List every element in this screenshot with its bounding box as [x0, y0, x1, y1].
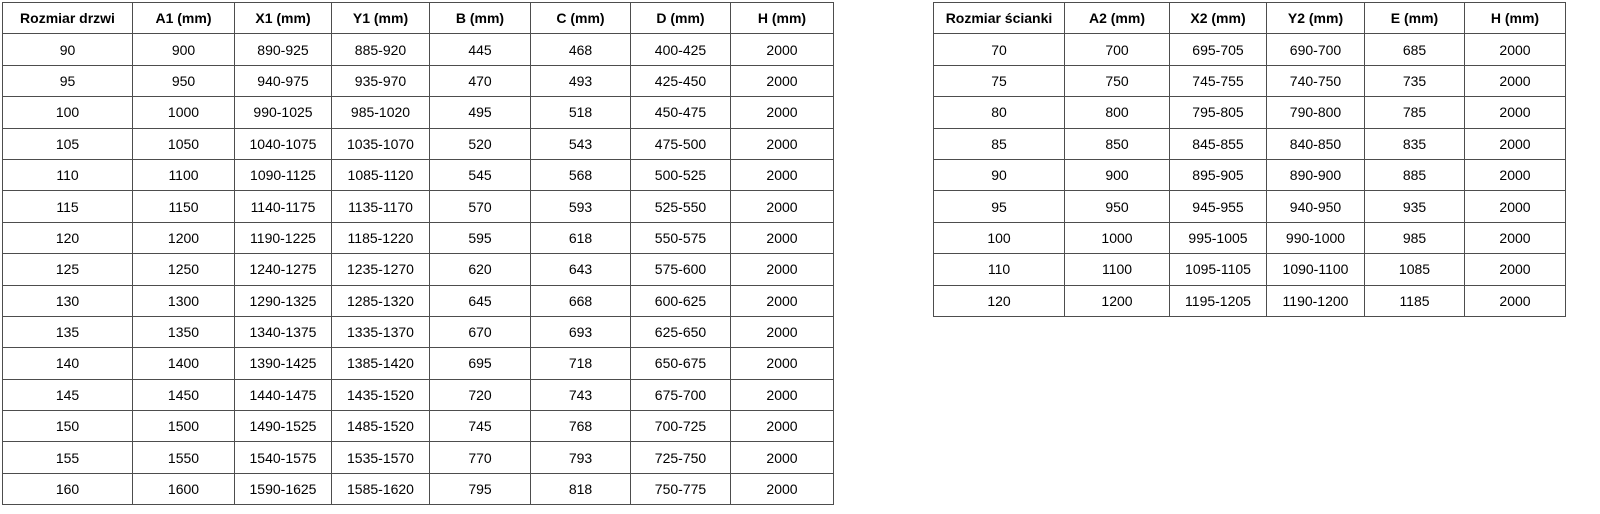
table-cell: 1490-1525	[235, 411, 332, 442]
table-cell: 743	[531, 379, 631, 410]
table-row	[934, 159, 1566, 190]
table-cell: 800	[1065, 97, 1170, 128]
table-cell: 940-950	[1267, 191, 1365, 222]
table-cell: 1200	[133, 222, 235, 253]
table-cell: 2000	[1465, 222, 1566, 253]
column-header: Rozmiar drzwi	[3, 3, 133, 34]
table-row	[934, 222, 1566, 253]
table-cell: 935-970	[332, 65, 430, 96]
table-cell: 543	[531, 128, 631, 159]
table-cell: 1240-1275	[235, 254, 332, 285]
wall-table-header-row	[934, 3, 1566, 34]
table-row	[934, 285, 1566, 316]
table-cell: 500-525	[631, 159, 731, 190]
table-cell: 1000	[1065, 222, 1170, 253]
table-cell: 745-755	[1170, 65, 1267, 96]
table-cell: 140	[3, 348, 133, 379]
column-header: E (mm)	[1365, 3, 1465, 34]
door-table-header-row	[3, 3, 834, 34]
table-cell: 1085	[1365, 254, 1465, 285]
table-cell: 135	[3, 316, 133, 347]
table-cell: 1540-1575	[235, 442, 332, 473]
table-cell: 2000	[731, 34, 834, 65]
table-cell: 470	[430, 65, 531, 96]
table-cell: 645	[430, 285, 531, 316]
table-cell: 2000	[731, 348, 834, 379]
table-cell: 130	[3, 285, 133, 316]
table-cell: 850	[1065, 128, 1170, 159]
table-row	[934, 128, 1566, 159]
table-cell: 1090-1100	[1267, 254, 1365, 285]
table-cell: 1550	[133, 442, 235, 473]
table-cell: 95	[934, 191, 1065, 222]
table-row	[3, 97, 834, 128]
table-cell: 643	[531, 254, 631, 285]
table-row	[3, 128, 834, 159]
table-cell: 1140-1175	[235, 191, 332, 222]
table-cell: 2000	[731, 222, 834, 253]
table-cell: 1190-1200	[1267, 285, 1365, 316]
table-cell: 120	[934, 285, 1065, 316]
column-header: A1 (mm)	[133, 3, 235, 34]
table-row	[934, 65, 1566, 96]
table-cell: 1085-1120	[332, 159, 430, 190]
table-row	[3, 65, 834, 96]
table-cell: 595	[430, 222, 531, 253]
table-cell: 518	[531, 97, 631, 128]
table-cell: 840-850	[1267, 128, 1365, 159]
table-cell: 520	[430, 128, 531, 159]
table-cell: 700-725	[631, 411, 731, 442]
table-cell: 2000	[731, 254, 834, 285]
table-cell: 100	[934, 222, 1065, 253]
table-cell: 750	[1065, 65, 1170, 96]
table-cell: 890-925	[235, 34, 332, 65]
table-row	[3, 222, 834, 253]
table-cell: 125	[3, 254, 133, 285]
table-cell: 85	[934, 128, 1065, 159]
table-cell: 80	[934, 97, 1065, 128]
table-cell: 718	[531, 348, 631, 379]
table-cell: 770	[430, 442, 531, 473]
table-cell: 400-425	[631, 34, 731, 65]
table-row	[3, 348, 834, 379]
table-cell: 468	[531, 34, 631, 65]
table-cell: 110	[3, 159, 133, 190]
table-cell: 1290-1325	[235, 285, 332, 316]
table-cell: 650-675	[631, 348, 731, 379]
table-cell: 1385-1420	[332, 348, 430, 379]
table-row	[3, 411, 834, 442]
table-cell: 890-900	[1267, 159, 1365, 190]
table-row	[934, 254, 1566, 285]
table-cell: 885	[1365, 159, 1465, 190]
table-cell: 693	[531, 316, 631, 347]
table-cell: 995-1005	[1170, 222, 1267, 253]
column-header: D (mm)	[631, 3, 731, 34]
column-header: H (mm)	[1465, 3, 1566, 34]
table-cell: 2000	[731, 285, 834, 316]
table-cell: 2000	[731, 97, 834, 128]
table-cell: 1100	[133, 159, 235, 190]
table-cell: 685	[1365, 34, 1465, 65]
table-cell: 1190-1225	[235, 222, 332, 253]
table-cell: 1200	[1065, 285, 1170, 316]
table-cell: 1500	[133, 411, 235, 442]
table-cell: 795	[430, 473, 531, 504]
table-cell: 695	[430, 348, 531, 379]
table-cell: 2000	[1465, 128, 1566, 159]
column-header: B (mm)	[430, 3, 531, 34]
table-cell: 493	[531, 65, 631, 96]
table-cell: 935	[1365, 191, 1465, 222]
table-cell: 1390-1425	[235, 348, 332, 379]
table-row	[3, 159, 834, 190]
table-cell: 105	[3, 128, 133, 159]
table-cell: 110	[934, 254, 1065, 285]
table-cell: 545	[430, 159, 531, 190]
column-header: Y2 (mm)	[1267, 3, 1365, 34]
table-cell: 695-705	[1170, 34, 1267, 65]
table-cell: 2000	[1465, 159, 1566, 190]
table-cell: 950	[133, 65, 235, 96]
table-row	[3, 316, 834, 347]
table-cell: 1135-1170	[332, 191, 430, 222]
table-cell: 1195-1205	[1170, 285, 1267, 316]
table-cell: 1350	[133, 316, 235, 347]
table-row	[3, 191, 834, 222]
column-header: C (mm)	[531, 3, 631, 34]
table-cell: 1590-1625	[235, 473, 332, 504]
table-cell: 1300	[133, 285, 235, 316]
column-header: A2 (mm)	[1065, 3, 1170, 34]
table-cell: 445	[430, 34, 531, 65]
table-row	[3, 442, 834, 473]
table-cell: 725-750	[631, 442, 731, 473]
table-cell: 845-855	[1170, 128, 1267, 159]
table-cell: 2000	[1465, 34, 1566, 65]
table-cell: 2000	[731, 411, 834, 442]
table-cell: 70	[934, 34, 1065, 65]
table-cell: 550-575	[631, 222, 731, 253]
table-cell: 120	[3, 222, 133, 253]
table-cell: 790-800	[1267, 97, 1365, 128]
table-cell: 735	[1365, 65, 1465, 96]
table-cell: 115	[3, 191, 133, 222]
table-cell: 1340-1375	[235, 316, 332, 347]
table-cell: 75	[934, 65, 1065, 96]
column-header: Y1 (mm)	[332, 3, 430, 34]
table-cell: 2000	[1465, 285, 1566, 316]
table-row	[934, 97, 1566, 128]
table-cell: 1185-1220	[332, 222, 430, 253]
table-cell: 1150	[133, 191, 235, 222]
column-header: H (mm)	[731, 3, 834, 34]
table-cell: 1335-1370	[332, 316, 430, 347]
table-cell: 670	[430, 316, 531, 347]
table-cell: 900	[1065, 159, 1170, 190]
table-cell: 575-600	[631, 254, 731, 285]
table-cell: 885-920	[332, 34, 430, 65]
table-cell: 793	[531, 442, 631, 473]
table-cell: 2000	[731, 473, 834, 504]
table-cell: 740-750	[1267, 65, 1365, 96]
table-cell: 675-700	[631, 379, 731, 410]
table-cell: 2000	[1465, 97, 1566, 128]
table-cell: 1600	[133, 473, 235, 504]
table-cell: 690-700	[1267, 34, 1365, 65]
table-cell: 945-955	[1170, 191, 1267, 222]
column-header: Rozmiar ścianki	[934, 3, 1065, 34]
table-cell: 145	[3, 379, 133, 410]
table-row	[3, 473, 834, 504]
table-cell: 2000	[731, 191, 834, 222]
table-row	[3, 285, 834, 316]
table-cell: 795-805	[1170, 97, 1267, 128]
table-cell: 750-775	[631, 473, 731, 504]
table-cell: 990-1000	[1267, 222, 1365, 253]
table-cell: 900	[133, 34, 235, 65]
door-sizes-table	[2, 2, 834, 505]
table-cell: 2000	[731, 316, 834, 347]
table-cell: 100	[3, 97, 133, 128]
table-cell: 1095-1105	[1170, 254, 1267, 285]
table-cell: 720	[430, 379, 531, 410]
wall-sizes-table	[933, 2, 1566, 317]
table-cell: 2000	[1465, 191, 1566, 222]
table-cell: 818	[531, 473, 631, 504]
table-cell: 1050	[133, 128, 235, 159]
table-cell: 525-550	[631, 191, 731, 222]
table-row	[3, 379, 834, 410]
table-cell: 985	[1365, 222, 1465, 253]
table-cell: 2000	[731, 128, 834, 159]
table-cell: 475-500	[631, 128, 731, 159]
table-cell: 2000	[731, 379, 834, 410]
table-cell: 1400	[133, 348, 235, 379]
table-cell: 768	[531, 411, 631, 442]
table-cell: 450-475	[631, 97, 731, 128]
table-cell: 2000	[731, 442, 834, 473]
table-cell: 2000	[1465, 65, 1566, 96]
table-cell: 2000	[731, 65, 834, 96]
table-cell: 160	[3, 473, 133, 504]
table-cell: 950	[1065, 191, 1170, 222]
table-cell: 618	[531, 222, 631, 253]
table-row	[934, 34, 1566, 65]
table-cell: 1040-1075	[235, 128, 332, 159]
table-cell: 1090-1125	[235, 159, 332, 190]
table-cell: 2000	[731, 159, 834, 190]
table-cell: 1250	[133, 254, 235, 285]
table-cell: 570	[430, 191, 531, 222]
table-cell: 425-450	[631, 65, 731, 96]
table-row	[3, 34, 834, 65]
table-cell: 600-625	[631, 285, 731, 316]
table-cell: 150	[3, 411, 133, 442]
table-cell: 940-975	[235, 65, 332, 96]
column-header: X2 (mm)	[1170, 3, 1267, 34]
table-cell: 1450	[133, 379, 235, 410]
table-cell: 1035-1070	[332, 128, 430, 159]
table-row	[934, 191, 1566, 222]
table-cell: 593	[531, 191, 631, 222]
table-cell: 1235-1270	[332, 254, 430, 285]
table-cell: 90	[934, 159, 1065, 190]
table-cell: 785	[1365, 97, 1465, 128]
table-cell: 1485-1520	[332, 411, 430, 442]
table-cell: 155	[3, 442, 133, 473]
table-cell: 895-905	[1170, 159, 1267, 190]
table-cell: 1440-1475	[235, 379, 332, 410]
table-cell: 745	[430, 411, 531, 442]
table-cell: 985-1020	[332, 97, 430, 128]
table-cell: 1185	[1365, 285, 1465, 316]
table-cell: 620	[430, 254, 531, 285]
table-cell: 1585-1620	[332, 473, 430, 504]
table-cell: 990-1025	[235, 97, 332, 128]
table-cell: 495	[430, 97, 531, 128]
table-cell: 1100	[1065, 254, 1170, 285]
table-cell: 1435-1520	[332, 379, 430, 410]
table-cell: 95	[3, 65, 133, 96]
table-row	[3, 254, 834, 285]
column-header: X1 (mm)	[235, 3, 332, 34]
table-cell: 568	[531, 159, 631, 190]
table-cell: 835	[1365, 128, 1465, 159]
table-cell: 2000	[1465, 254, 1566, 285]
table-cell: 1000	[133, 97, 235, 128]
table-cell: 668	[531, 285, 631, 316]
table-cell: 90	[3, 34, 133, 65]
table-cell: 625-650	[631, 316, 731, 347]
table-cell: 1535-1570	[332, 442, 430, 473]
table-cell: 1285-1320	[332, 285, 430, 316]
table-cell: 700	[1065, 34, 1170, 65]
